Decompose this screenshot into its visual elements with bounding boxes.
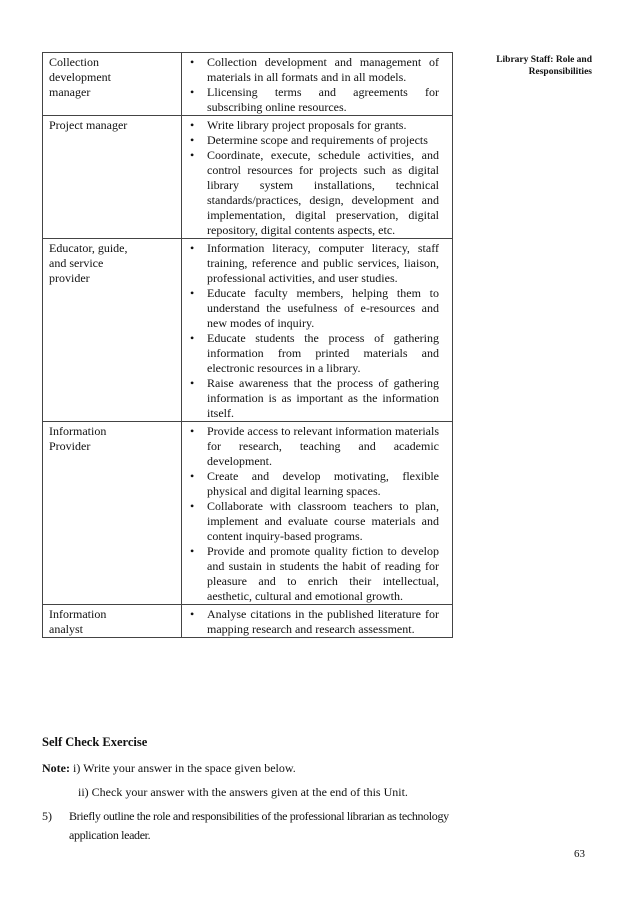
list-item: • Determine scope and requirements of projects [182,133,439,148]
list-item: • Information literacy, computer literacy, staff training, reference and public services, liaison, professional activities, and user studies. [182,241,439,286]
note-item-i: i) Write your answer in the space given below. [72,761,296,775]
roles-table-body [43,53,453,638]
table-row [43,422,453,605]
running-header [480,54,592,78]
role-cell [43,53,182,116]
note-line-1 [42,761,296,776]
list-item: • Write library project proposals for grants. [182,118,439,133]
role-cell [43,116,182,239]
list-item: • Educate faculty members, helping them to understand the usefulness of e-resources and new modes of inquiry. [182,286,439,331]
list-item: • Collection development and management of materials in all formats and in all models. [182,55,439,85]
role-label-line: provider [49,271,90,285]
note-label: Note: [42,761,70,775]
role-label-line: Educator, guide, [49,241,128,255]
responsibilities-list [182,55,439,115]
responsibilities-cell [182,239,453,422]
list-item: • Llicensing terms and agreements for subscribing online resources. [182,85,439,115]
table-row [43,116,453,239]
table-row [43,605,453,638]
list-item: • Create and develop motivating, flexible physical and digital learning spaces. [182,469,439,499]
list-item: • Analyse citations in the published literature for mapping research and research assessment. [182,607,439,637]
note-item-ii: ii) Check your answer with the answers given at the end of this Unit. [78,785,408,799]
page-number: 63 [574,848,585,860]
role-label-line: analyst [49,622,83,636]
responsibilities-list [182,607,439,637]
question-number: 5) [42,809,52,823]
role-label-line: development [49,70,111,84]
running-header-line2: Responsibilities [528,67,592,77]
table-row [43,53,453,116]
list-item: • Provide and promote quality fiction to develop and sustain in students the habit of reading for pleasure and to enrich their intellectual, aesthetic, cultural and emotional growth. [182,544,439,604]
responsibilities-list [182,118,439,238]
question-text: Briefly outline the role and responsibilities of the professional librarian as technology application leader. [69,809,449,842]
responsibilities-cell [182,605,453,638]
role-cell [43,239,182,422]
running-header-line1: Library Staff: Role and [496,55,592,65]
list-item: • Raise awareness that the process of gathering information is as important as the information itself. [182,376,439,421]
responsibilities-cell [182,53,453,116]
role-cell [43,605,182,638]
responsibilities-cell [182,116,453,239]
self-check-title: Self Check Exercise [42,735,148,749]
role-label-line: Information [49,607,107,621]
responsibilities-list [182,241,439,421]
question-5 [42,807,472,845]
role-cell [43,422,182,605]
list-item: • Coordinate, execute, schedule activities, and control resources for projects such as digital library system installations, technical standards/practices, design, development and implementation, digital preservation, digital repository, digital contents aspects, etc. [182,148,439,238]
role-label-line: Provider [49,439,91,453]
roles-table [42,52,453,638]
role-label-line: and service [49,256,104,270]
list-item: • Educate students the process of gathering information from printed materials and electronic resources in a library. [182,331,439,376]
role-label-line: Information [49,424,107,438]
role-label-line: manager [49,85,91,99]
responsibilities-list [182,424,439,604]
role-label-line: Collection [49,55,99,69]
self-check-section [42,734,462,750]
table-row [43,239,453,422]
responsibilities-cell [182,422,453,605]
role-label-line: Project manager [49,118,128,132]
list-item: • Provide access to relevant information materials for research, teaching and academic development. [182,424,439,469]
list-item: • Collaborate with classroom teachers to plan, implement and evaluate course materials and content inquiry-based programs. [182,499,439,544]
